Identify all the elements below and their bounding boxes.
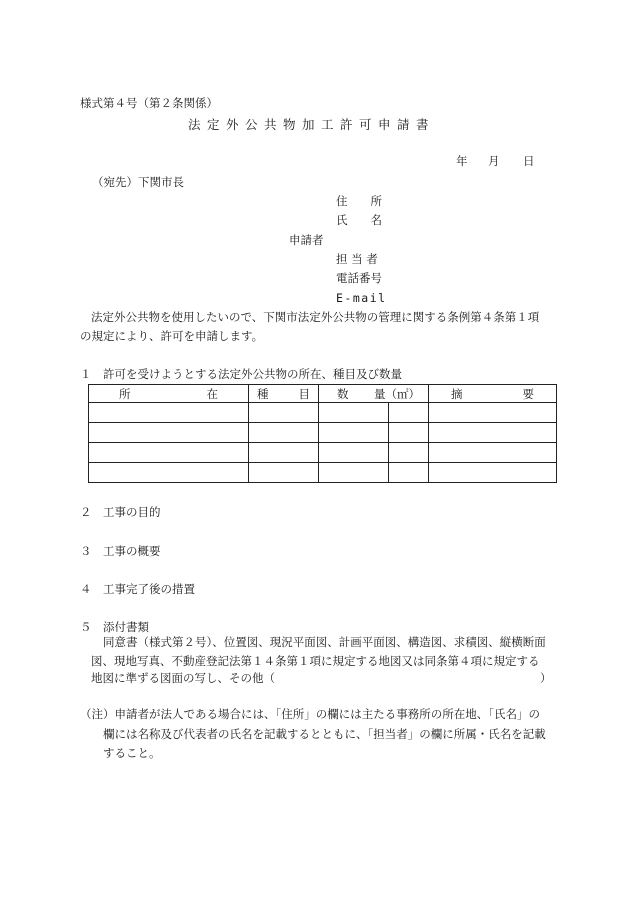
section-3-heading: ３ 工事の概要 (80, 544, 161, 558)
cell[interactable] (89, 463, 249, 483)
header-remarks: 摘 要 (429, 385, 557, 403)
attachments-line3: 地図に準ずる図面の写し、その他（ (91, 671, 275, 685)
date-month: 月 (488, 154, 500, 168)
section-2-heading: ２ 工事の目的 (80, 505, 161, 519)
table-row (89, 403, 557, 423)
cell[interactable] (389, 403, 429, 423)
cell[interactable] (319, 403, 389, 423)
header-location: 所 在 (89, 385, 249, 403)
cell[interactable] (429, 423, 557, 443)
property-table (88, 384, 557, 483)
cell[interactable] (89, 423, 249, 443)
cell[interactable] (319, 423, 389, 443)
applicant-name-label: 氏 名 (336, 213, 382, 227)
section-4-heading: ４ 工事完了後の措置 (80, 582, 195, 596)
cell[interactable] (389, 443, 429, 463)
table-row (89, 463, 557, 483)
cell[interactable] (389, 423, 429, 443)
cell[interactable] (249, 443, 319, 463)
cell[interactable] (89, 403, 249, 423)
addressee: （宛先）下関市長 (92, 175, 184, 189)
note-line2: 欄には名称及び代表者の氏名を記載するとともに、「担当者」の欄に所属・氏名を記載 (103, 727, 546, 741)
cell[interactable] (249, 423, 319, 443)
page-title: 法定外公共物加工許可申請書 (188, 117, 436, 132)
form-number: 様式第４号（第２条関係） (80, 96, 218, 110)
email-label: E-mail (336, 291, 387, 305)
section-5-heading: ５ 添付書類 (80, 620, 149, 634)
cell[interactable] (249, 463, 319, 483)
note-line1: （注）申請者が法人である場合には、「住所」の欄には主たる事務所の所在地、「氏名」の (80, 707, 540, 721)
cell[interactable] (249, 403, 319, 423)
cell[interactable] (89, 443, 249, 463)
cell[interactable] (429, 443, 557, 463)
attachments-line2: 図、現地写真、不動産登記法第１４条第１項に規定する地図又は同条第４項に規定する (91, 654, 540, 668)
header-type: 種 目 (249, 385, 319, 403)
note-line3: すること。 (103, 746, 161, 760)
cell[interactable] (319, 443, 389, 463)
applicant-label: 申請者 (289, 233, 324, 247)
table-row (89, 423, 557, 443)
date-year: 年 (456, 154, 468, 168)
cell[interactable] (429, 403, 557, 423)
phone-label: 電話番号 (336, 271, 382, 285)
header-quantity: 数 量（㎡） (319, 385, 429, 403)
table-header-row (89, 385, 557, 403)
cell[interactable] (389, 463, 429, 483)
attachments-close-paren: ） (540, 671, 552, 685)
body-text-line1: 法定外公共物を使用したいので、下関市法定外公共物の管理に関する条例第４条第１項 (91, 310, 540, 324)
section-1-heading: １ 許可を受けようとする法定外公共物の所在、種目及び数量 (80, 367, 402, 381)
cell[interactable] (429, 463, 557, 483)
table-row (89, 443, 557, 463)
attachments-line1: 同意書（様式第２号）、位置図、現況平面図、計画平面図、構造図、求積図、縦横断面 (103, 635, 546, 649)
cell[interactable] (319, 463, 389, 483)
body-text-line2: の規定により、許可を申請します。 (80, 329, 264, 343)
date-day: 日 (523, 154, 535, 168)
contact-person-label: 担 当 者 (336, 252, 378, 266)
applicant-address-label: 住 所 (336, 194, 382, 208)
